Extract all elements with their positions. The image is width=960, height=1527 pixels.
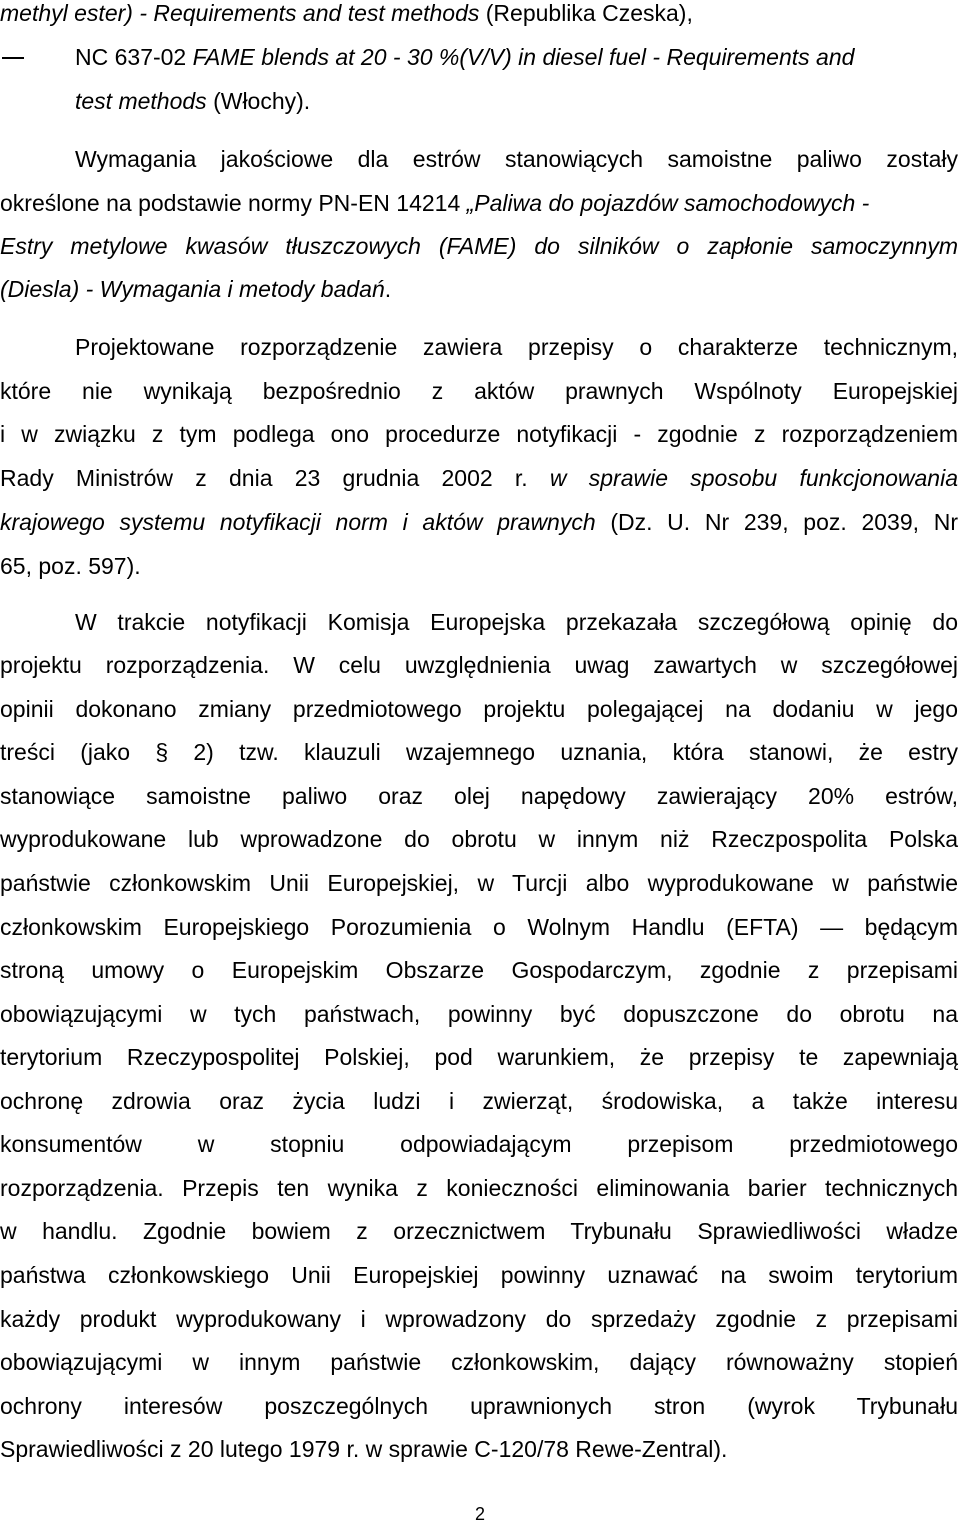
- paragraph-3-line: państwie członkowskim Unii Europejskiej, w Turcji albo wyprodukowane w państwie: [0, 870, 958, 896]
- paragraph-italic-text: Estry metylowe kwasów tłuszczowych (FAME) do silników o zapłonie samoczynnym: [0, 233, 958, 259]
- paragraph-text: (Dz. U. Nr 239, poz. 2039, Nr: [595, 509, 958, 535]
- paragraph-2-line: które nie wynikają bezpośrednio z aktów prawnych Wspólnoty Europejskiej: [0, 378, 958, 404]
- paragraph-3-line: obowiązującymi w innym państwie członkowskim, dający równoważny stopień: [0, 1349, 958, 1375]
- list-item-italic-text: test methods: [75, 88, 207, 114]
- paragraph-3-line: każdy produkt wyprodukowany i wprowadzony do sprzedaży zgodnie z przepisami: [0, 1306, 958, 1332]
- paragraph-italic-text: w sprawie sposobu funkcjonowania: [549, 465, 958, 491]
- paragraph-3-line: ochrony interesów poszczególnych uprawnionych stron (wyrok Trybunału: [0, 1393, 958, 1419]
- list-item-text: (Włochy).: [206, 88, 311, 114]
- paragraph-3-line: projektu rozporządzenia. W celu uwzględnienia uwag zawartych w szczegółowej: [0, 652, 958, 678]
- paragraph-3-line: rozporządzenia. Przepis ten wynika z konieczności eliminowania barier technicznych: [0, 1175, 958, 1201]
- paragraph-3-line: w handlu. Zgodnie bowiem z orzecznictwem Trybunału Sprawiedliwości władze: [0, 1218, 958, 1244]
- paragraph-italic-text: krajowego systemu notyfikacji norm i aktów prawnych: [0, 509, 596, 535]
- list-item-italic-text: FAME blends at 20 - 30 %(V/V) in diesel fuel - Requirements and: [192, 44, 855, 70]
- paragraph-2-line: [0, 508, 958, 536]
- paragraph-italic-text: „Paliwa do pojazdów samochodowych -: [466, 190, 870, 216]
- list-item-italic-text: methyl ester) - Requirements and test methods: [0, 0, 480, 26]
- paragraph-3-line: konsumentów w stopniu odpowiadającym przepisom przedmiotowego: [0, 1131, 958, 1157]
- paragraph-text: Rady Ministrów z dnia 23 grudnia 2002 r.: [0, 465, 550, 491]
- paragraph-3-line: obowiązującymi w tych państwach, powinny być dopuszczone do obrotu na: [0, 1001, 958, 1027]
- paragraph-3-line: terytorium Rzeczypospolitej Polskiej, pod warunkiem, że przepisy te zapewniają: [0, 1044, 958, 1070]
- paragraph-3-line: stroną umowy o Europejskim Obszarze Gospodarczym, zgodnie z przepisami: [0, 957, 958, 983]
- paragraph-3-line: Sprawiedliwości z 20 lutego 1979 r. w sprawie C-120/78 Rewe-Zentral).: [0, 1436, 728, 1462]
- paragraph-text: określone na podstawie normy PN-EN 14214: [0, 190, 467, 216]
- list-item-continuation: [0, 0, 960, 27]
- paragraph-3-line: ochronę zdrowia oraz życia ludzi i zwierząt, środowiska, a także interesu: [0, 1088, 958, 1114]
- paragraph-1-line: Wymagania jakościowe dla estrów stanowiących samoistne paliwo zostały: [75, 146, 958, 172]
- paragraph-2-line: i w związku z tym podlega ono procedurze notyfikacji - zgodnie z rozporządzeniem: [0, 421, 958, 447]
- paragraph-2-line: 65, poz. 597).: [0, 553, 141, 579]
- paragraph-2-line: [0, 464, 958, 492]
- paragraph-3-line: opinii dokonano zmiany przedmiotowego projektu polegającej na dodaniu w jego: [0, 696, 958, 722]
- paragraph-3-line: treści (jako § 2) tzw. klauzuli wzajemnego uznania, która stanowi, że estry: [0, 739, 958, 765]
- paragraph-3-line: wyprodukowane lub wprowadzone do obrotu w innym niż Rzeczpospolita Polska: [0, 826, 958, 852]
- paragraph-2-line: Projektowane rozporządzenie zawiera przepisy o charakterze technicznym,: [75, 334, 958, 360]
- list-item-code: NC 637-02: [75, 44, 193, 70]
- paragraph-italic-text: (Diesla) - Wymagania i metody badań: [0, 276, 385, 302]
- paragraph-3-line: państwa członkowskiego Unii Europejskiej powinny uznawać na swoim terytorium: [0, 1262, 958, 1288]
- list-item-text: (Republika Czeska),: [479, 0, 693, 26]
- list-dash-icon: [2, 57, 24, 59]
- paragraph-3-line: W trakcie notyfikacji Komisja Europejska przekazała szczegółową opinię do: [75, 609, 958, 635]
- paragraph-1-line: [0, 232, 958, 260]
- paragraph-3-line: stanowiące samoistne paliwo oraz olej napędowy zawierający 20% estrów,: [0, 783, 958, 809]
- paragraph-1-line: [0, 275, 960, 303]
- paragraph-text: .: [384, 276, 392, 302]
- page-number: 2: [474, 1504, 485, 1524]
- paragraph-1-line: [0, 189, 960, 217]
- list-item-continuation-2: [75, 87, 960, 115]
- paragraph-3-line: członkowskim Europejskiego Porozumienia o Wolnym Handlu (EFTA) — będącym: [0, 914, 958, 940]
